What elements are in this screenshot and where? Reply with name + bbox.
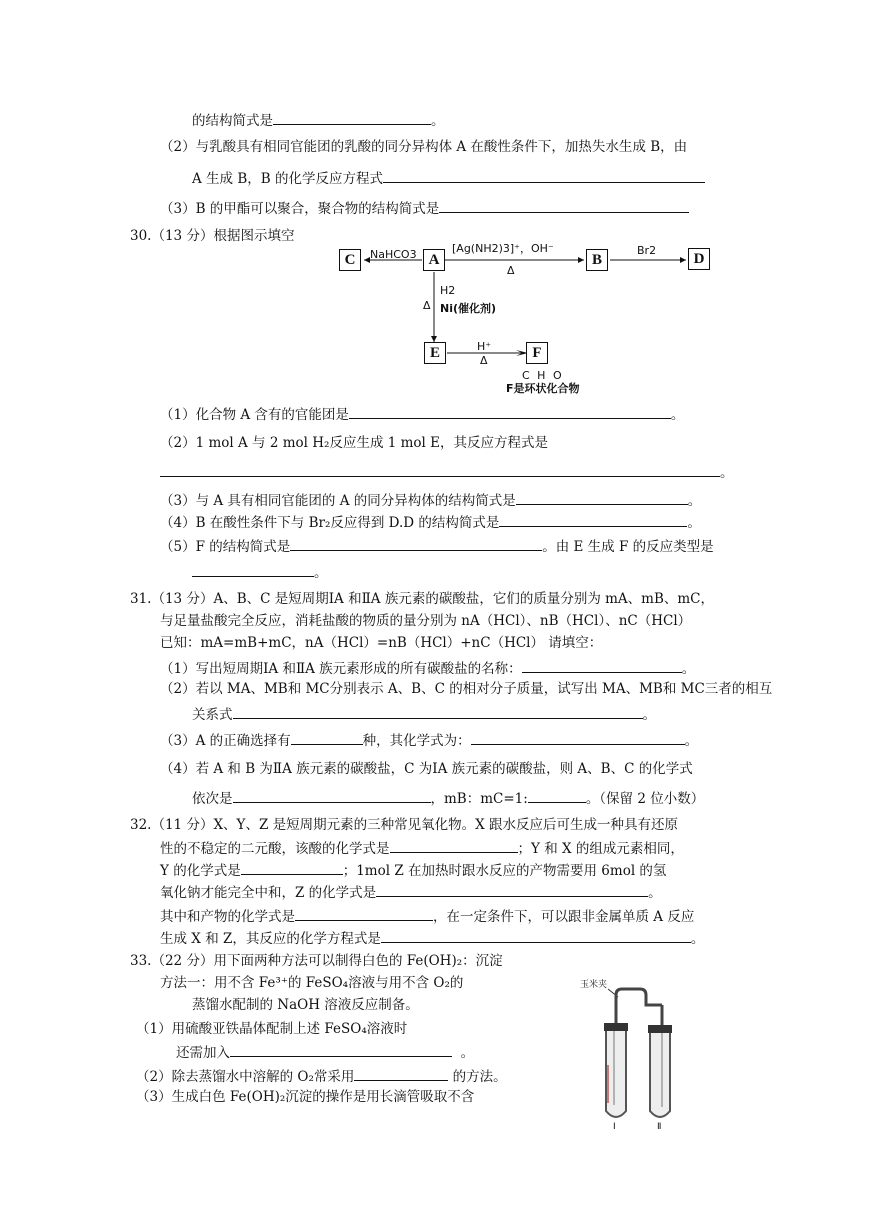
q31-2: （2）若以 MA、MB和 MC分别表示 A、B、C 的相对分子质量，试写出 MA、MB和 MC三者的相互	[160, 681, 773, 697]
clamp-label: 玉米夹	[580, 980, 608, 990]
text: （3）与 A 具有相同官能团的 A 的同分异构体的结构简式是	[160, 493, 516, 509]
text: 。	[687, 493, 702, 509]
label-nahco3: NaHCO3	[370, 248, 417, 261]
text: 关系式	[192, 707, 233, 723]
apparatus-drawing	[578, 975, 688, 1130]
text: ；1mol Z 在加热时跟水反应的产物需要用 6mol 的氢	[342, 863, 667, 879]
q33-method-1: 方法一：用不含 Fe³⁺的 FeSO₄溶液与用不含 O₂的	[160, 975, 464, 991]
label-ni: Ni(催化剂)	[440, 302, 497, 315]
q32-line-3	[160, 860, 666, 880]
text: 。	[684, 733, 699, 749]
answer-blank[interactable]	[295, 906, 433, 921]
label-ag-reagent: [Ag(NH2)3]⁺，OH⁻	[452, 242, 554, 255]
answer-blank[interactable]	[471, 730, 685, 745]
q30-2: （2）1 mol A 与 2 mol H₂反应生成 1 mol E，其反应方程式是	[160, 435, 549, 451]
text: 性的不稳定的二元酸，该酸的化学式是	[160, 841, 390, 857]
text: 生成 X 和 Z，其反应的化学方程式是	[160, 931, 381, 947]
q30-4	[160, 512, 701, 532]
q29-3	[160, 198, 689, 218]
answer-blank[interactable]	[522, 658, 682, 673]
text: （3）B 的甲酯可以聚合，聚合物的结构简式是	[160, 201, 440, 217]
q32-line-2	[160, 838, 684, 858]
text: （1）化合物 A 含有的官能团是	[160, 407, 349, 423]
text: （4）B 在酸性条件下与 Br₂反应得到 D.D 的结构简式是	[160, 515, 500, 531]
label-delta-ab: Δ	[507, 264, 515, 277]
box-a: A	[423, 249, 445, 271]
text: 。	[687, 515, 701, 531]
text: ；Y 和 X 的组成元素相同，	[517, 841, 684, 857]
q33-1: （1）用硫酸亚铁晶体配制上述 FeSO₄溶液时	[136, 1021, 408, 1037]
q31-4: （4）若 A 和 B 为ⅡA 族元素的碳酸盐，C 为ⅠA 族元素的碳酸盐，则 A、B、C 的化学式	[160, 761, 693, 777]
text: 。	[314, 565, 328, 581]
text: （2）除去蒸馏水中溶解的 O₂常采用	[136, 1069, 355, 1085]
text: 。	[690, 931, 705, 947]
text: ，在一定条件下，可以跟非金属单质 A 反应	[433, 909, 695, 925]
answer-blank[interactable]	[499, 512, 687, 527]
answer-blank[interactable]	[273, 110, 431, 125]
answer-blank[interactable]	[381, 928, 691, 943]
label-f-note: F是环状化合物	[506, 382, 580, 395]
text: Y 的化学式是	[160, 863, 241, 879]
answer-blank[interactable]	[230, 1042, 452, 1057]
label-br2: Br2	[637, 244, 657, 257]
text: 。	[681, 661, 696, 677]
text: 。	[431, 113, 445, 129]
answer-blank[interactable]	[349, 404, 671, 419]
answer-blank[interactable]	[192, 562, 314, 577]
answer-blank[interactable]	[376, 882, 648, 897]
q32-line-6	[160, 928, 704, 948]
text: 。	[720, 465, 734, 481]
text: （3）A 的正确选择有	[160, 733, 291, 749]
label-cho: C H O	[522, 369, 564, 382]
q30-2-answer	[160, 462, 734, 482]
q30-5	[160, 536, 714, 556]
answer-blank[interactable]	[383, 168, 705, 183]
q31-line-2: 与足量盐酸完全反应，消耗盐酸的物质的量分别为 nA（HCl）、nB（HCl）、nC（HCl）	[160, 613, 692, 629]
answer-blank[interactable]	[528, 788, 586, 803]
q29-line-1	[192, 110, 445, 130]
text: ，mB：mC=1:	[430, 791, 528, 807]
q33-method-1b: 蒸馏水配制的 NaOH 溶液反应制备。	[192, 997, 419, 1013]
q33-title: 33.（22 分）用下面两种方法可以制得白色的 Fe(OH)₂：沉淀	[130, 953, 503, 969]
label-delta-ef: Δ	[480, 354, 488, 367]
q29-2: （2）与乳酸具有相同官能团的乳酸的同分异构体 A 在酸性条件下，加热失水生成 B，由	[160, 139, 688, 155]
tube-2-label: Ⅱ	[657, 1122, 662, 1132]
text: 的结构简式是	[192, 113, 273, 129]
box-e: E	[424, 342, 446, 364]
answer-blank[interactable]	[290, 536, 542, 551]
text: 。	[670, 407, 685, 423]
answer-blank[interactable]	[390, 838, 518, 853]
q31-1	[160, 658, 695, 678]
q33-2	[136, 1066, 507, 1086]
q31-3	[160, 730, 698, 750]
box-d: D	[688, 248, 710, 270]
answer-blank[interactable]	[291, 730, 363, 745]
label-h2: H2	[440, 284, 456, 297]
q30-5-answer	[192, 562, 328, 582]
q33-3: （3）生成白色 Fe(OH)₂沉淀的操作是用长滴管吸取不含	[136, 1089, 475, 1105]
label-hplus: H⁺	[477, 340, 492, 353]
q30-title: 30.（13 分）根据图示填空	[130, 228, 295, 244]
answer-blank[interactable]	[160, 462, 720, 477]
q32-line-4	[160, 882, 662, 902]
box-b: B	[586, 249, 608, 271]
q32-title: 32.（11 分）X、Y、Z 是短周期元素的三种常见氧化物。X 跟水反应后可生成一种具有还原	[130, 817, 679, 833]
text: 其中和产物的化学式是	[160, 909, 295, 925]
q31-title: 31.（13 分）A、B、C 是短周期ⅠA 和ⅡA 族元素的碳酸盐，它们的质量分别为 mA、mB、mC，	[130, 591, 715, 607]
text: 还需加入	[176, 1045, 230, 1061]
q30-3	[160, 490, 701, 510]
answer-blank[interactable]	[241, 860, 343, 875]
text: 的方法。	[452, 1069, 507, 1085]
text: 。（保留 2 位小数）	[585, 791, 705, 807]
q31-2b	[192, 704, 656, 724]
text: 。	[648, 885, 662, 901]
text: 种，其化学式为：	[362, 733, 471, 749]
answer-blank[interactable]	[233, 704, 643, 719]
answer-blank[interactable]	[233, 788, 431, 803]
text: 依次是	[192, 791, 233, 807]
text: 。	[642, 707, 656, 723]
answer-blank[interactable]	[516, 490, 688, 505]
q32-line-5	[160, 906, 694, 926]
box-f: F	[526, 342, 548, 364]
q29-2b	[192, 168, 705, 188]
box-c: C	[339, 249, 361, 271]
text: A 生成 B，B 的化学反应方程式	[192, 171, 383, 187]
tube-1-label: Ⅰ	[613, 1122, 616, 1132]
text: （5）F 的结构简式是	[160, 539, 291, 555]
answer-blank[interactable]	[439, 198, 689, 213]
text: 。由 E 生成 F 的反应类型是	[542, 539, 714, 555]
q33-1b	[176, 1042, 474, 1062]
q31-line-3: 已知：mA=mB+mC，nA（HCl）=nB（HCl）+nC（HCl） 请填空：	[160, 635, 603, 651]
q30-1	[160, 404, 684, 424]
text: 氧化钠才能完全中和，Z 的化学式是	[160, 885, 377, 901]
answer-blank[interactable]	[354, 1066, 448, 1081]
q31-4b	[192, 788, 704, 808]
label-delta-ae: Δ	[423, 299, 431, 312]
text: （1）写出短周期ⅠA 和ⅡA 族元素形成的所有碳酸盐的名称：	[160, 661, 522, 677]
text: 。	[460, 1045, 475, 1061]
